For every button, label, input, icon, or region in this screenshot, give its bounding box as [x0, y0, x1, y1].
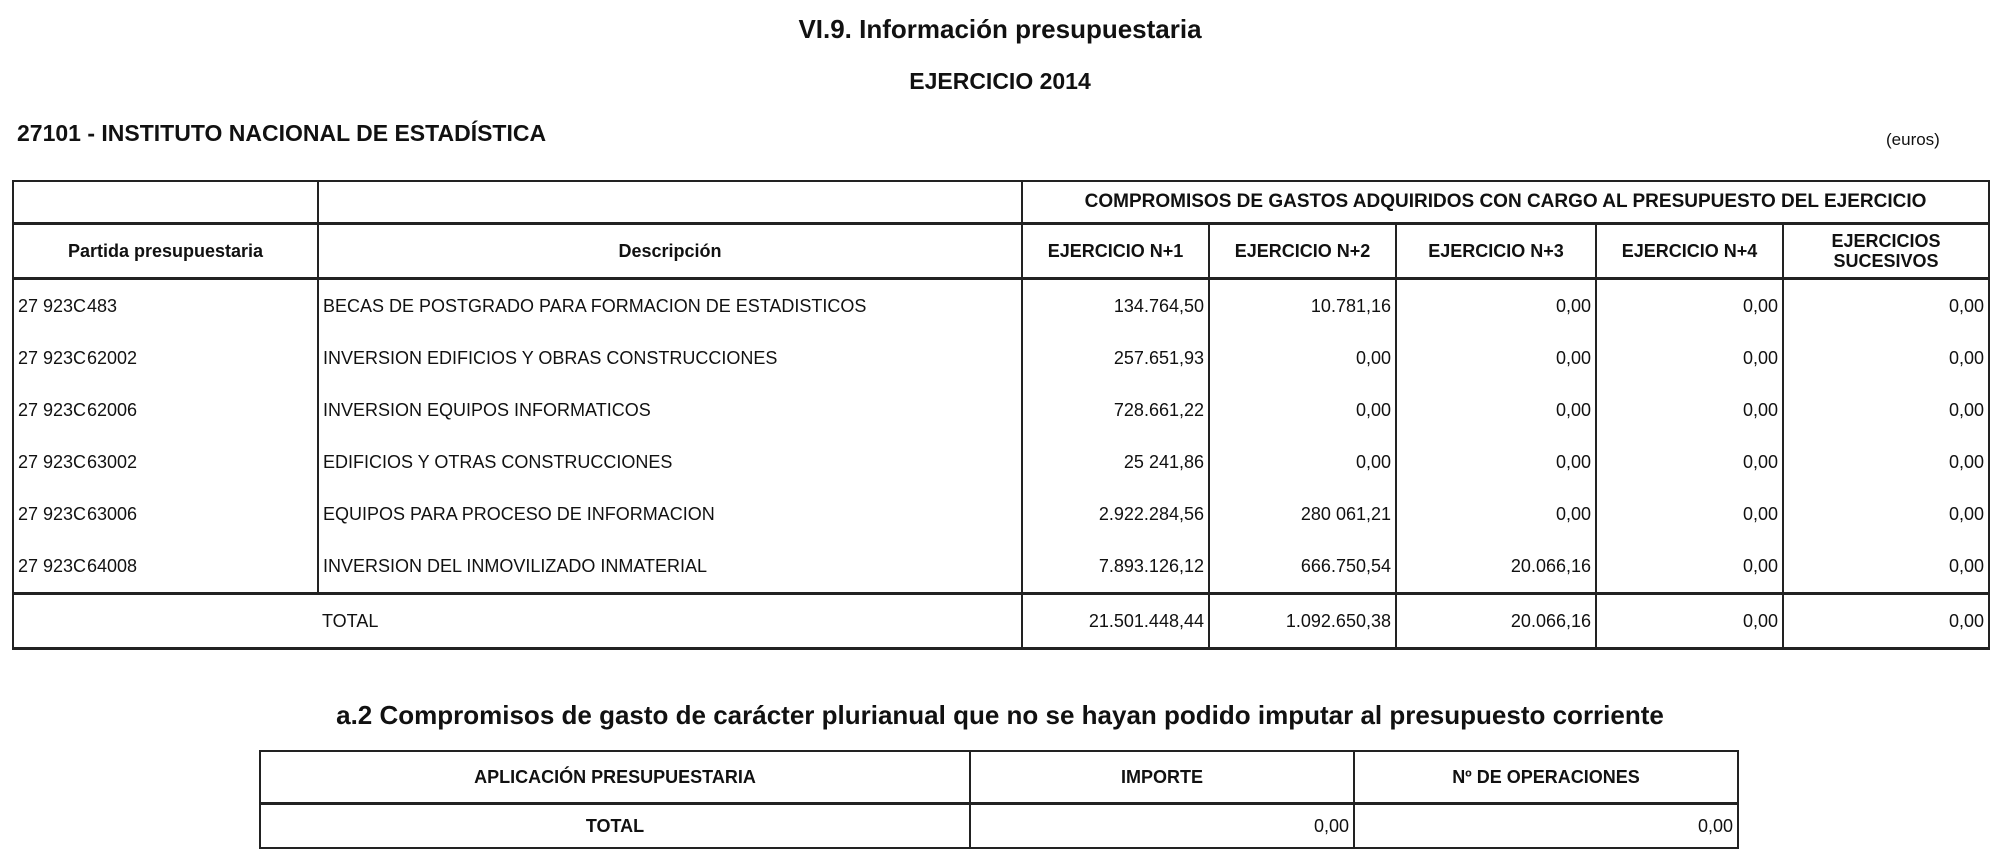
partida-cell: [13, 488, 318, 540]
fiscal-year: EJERCICIO 2014: [909, 68, 1091, 94]
total-n4: 0,00: [1596, 594, 1783, 649]
n4-cell: 0,00: [1596, 436, 1783, 488]
n3-cell: 20.066,16: [1396, 540, 1596, 594]
concept-code: 64008: [87, 555, 138, 576]
program-code: 27 923C: [18, 451, 87, 472]
partida-cell: [13, 279, 318, 333]
n1-cell: 728.661,22: [1022, 384, 1209, 436]
program-code: 27 923C: [18, 399, 87, 420]
description-cell: EDIFICIOS Y OTRAS CONSTRUCCIONES: [318, 436, 1022, 488]
column-header-aplicacion: APLICACIÓN PRESUPUESTARIA: [260, 751, 970, 804]
program-code: 27 923C: [18, 347, 87, 368]
header-blank-cell: [318, 181, 1022, 224]
table-row: [13, 488, 1989, 540]
sucesivos-cell: 0,00: [1783, 332, 1989, 384]
header-blank-cell: [13, 181, 318, 224]
column-header-n3: EJERCICIO N+3: [1396, 224, 1596, 279]
description-cell: BECAS DE POSTGRADO PARA FORMACION DE ESTADISTICOS: [318, 279, 1022, 333]
program-code: 27 923C: [18, 503, 87, 524]
total-row: [260, 804, 1738, 849]
column-header-partida: Partida presupuestaria: [13, 224, 318, 279]
concept-code: 62002: [87, 347, 138, 368]
n2-cell: 0,00: [1209, 384, 1396, 436]
description-cell: INVERSION EQUIPOS INFORMATICOS: [318, 384, 1022, 436]
entity-name: 27101 - INSTITUTO NACIONAL DE ESTADÍSTICA: [17, 120, 547, 146]
column-header-sucesivos: EJERCICIOS SUCESIVOS: [1783, 224, 1989, 279]
n2-cell: 10.781,16: [1209, 279, 1396, 333]
program-code: 27 923C: [18, 295, 87, 316]
n1-cell: 2.922.284,56: [1022, 488, 1209, 540]
n3-cell: 0,00: [1396, 279, 1596, 333]
description-cell: INVERSION DEL INMOVILIZADO INMATERIAL: [318, 540, 1022, 594]
n2-cell: 0,00: [1209, 436, 1396, 488]
n1-cell: 25 241,86: [1022, 436, 1209, 488]
column-header-importe: IMPORTE: [970, 751, 1354, 804]
a2-total-operaciones: 0,00: [1354, 804, 1738, 849]
page-title: VI.9. Información presupuestaria: [798, 14, 1202, 44]
n2-cell: 0,00: [1209, 332, 1396, 384]
total-n2: 1.092.650,38: [1209, 594, 1396, 649]
column-header-n1: EJERCICIO N+1: [1022, 224, 1209, 279]
sucesivos-cell: 0,00: [1783, 436, 1989, 488]
sucesivos-cell: 0,00: [1783, 279, 1989, 333]
column-header-operaciones: Nº DE OPERACIONES: [1354, 751, 1738, 804]
description-cell: EQUIPOS PARA PROCESO DE INFORMACION: [318, 488, 1022, 540]
total-n3: 20.066,16: [1396, 594, 1596, 649]
description-cell: INVERSION EDIFICIOS Y OBRAS CONSTRUCCIONES: [318, 332, 1022, 384]
concept-code: 62006: [87, 399, 138, 420]
n4-cell: 0,00: [1596, 279, 1783, 333]
n1-cell: 7.893.126,12: [1022, 540, 1209, 594]
sucesivos-cell: 0,00: [1783, 488, 1989, 540]
table-row: [13, 436, 1989, 488]
units-label: (euros): [1886, 130, 1940, 149]
column-header-n2: EJERCICIO N+2: [1209, 224, 1396, 279]
plurianual-table: [259, 750, 1739, 849]
concept-code: 483: [87, 295, 118, 316]
table-row: [13, 332, 1989, 384]
section-a2-heading: a.2 Compromisos de gasto de carácter plurianual que no se hayan podido imputar al presupuesto corriente: [336, 700, 1664, 730]
program-code: 27 923C: [18, 555, 87, 576]
sucesivos-cell: 0,00: [1783, 384, 1989, 436]
total-label: TOTAL: [318, 594, 1022, 649]
partida-cell: [13, 384, 318, 436]
table-row: [13, 279, 1989, 333]
n1-cell: 134.764,50: [1022, 279, 1209, 333]
concept-code: 63006: [87, 503, 138, 524]
total-n1: 21.501.448,44: [1022, 594, 1209, 649]
partida-cell: [13, 436, 318, 488]
n4-cell: 0,00: [1596, 488, 1783, 540]
column-header-n4: EJERCICIO N+4: [1596, 224, 1783, 279]
concept-code: 63002: [87, 451, 138, 472]
n4-cell: 0,00: [1596, 540, 1783, 594]
n4-cell: 0,00: [1596, 384, 1783, 436]
column-header-descripcion: Descripción: [318, 224, 1022, 279]
total-blank-cell: [13, 594, 318, 649]
partida-cell: [13, 540, 318, 594]
total-row: [13, 594, 1989, 649]
group-header: COMPROMISOS DE GASTOS ADQUIRIDOS CON CARGO AL PRESUPUESTO DEL EJERCICIO: [1022, 181, 1989, 224]
n3-cell: 0,00: [1396, 332, 1596, 384]
n1-cell: 257.651,93: [1022, 332, 1209, 384]
a2-total-importe: 0,00: [970, 804, 1354, 849]
n3-cell: 0,00: [1396, 488, 1596, 540]
partida-cell: [13, 332, 318, 384]
n2-cell: 666.750,54: [1209, 540, 1396, 594]
n3-cell: 0,00: [1396, 436, 1596, 488]
sucesivos-cell: 0,00: [1783, 540, 1989, 594]
total-sucesivos: 0,00: [1783, 594, 1989, 649]
commitments-table: [12, 180, 1990, 650]
table-row: [13, 384, 1989, 436]
n3-cell: 0,00: [1396, 384, 1596, 436]
n4-cell: 0,00: [1596, 332, 1783, 384]
a2-total-label: TOTAL: [260, 804, 970, 849]
table-row: [13, 540, 1989, 594]
n2-cell: 280 061,21: [1209, 488, 1396, 540]
